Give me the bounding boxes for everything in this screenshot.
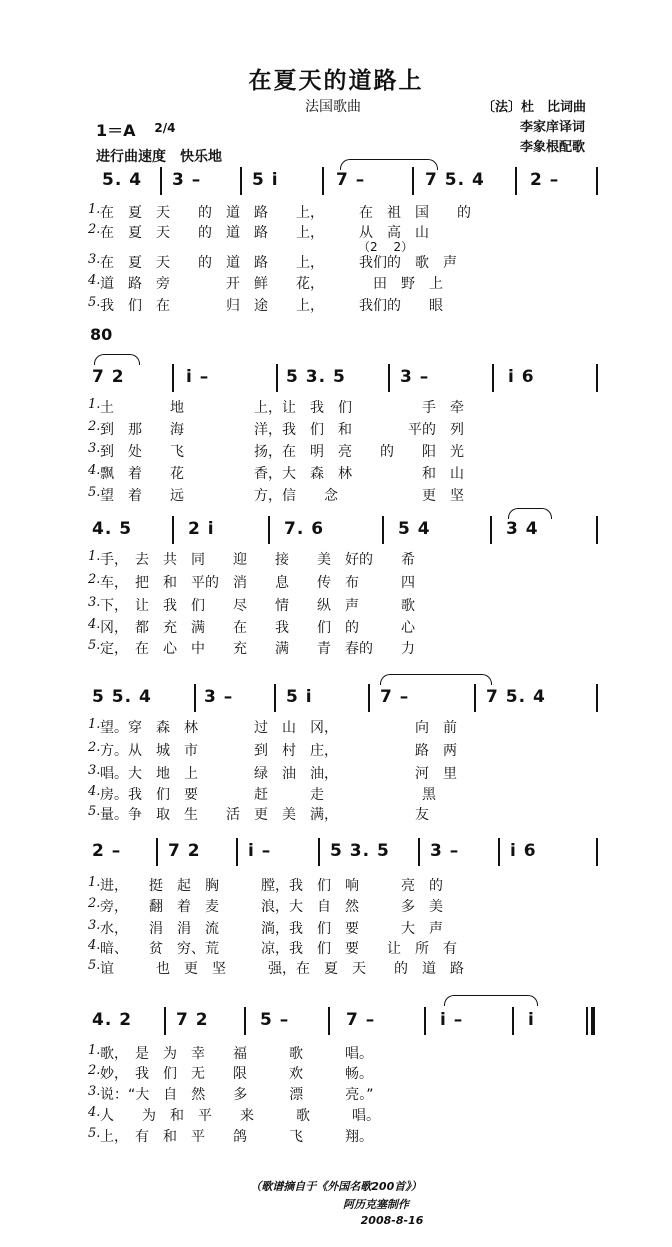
barline	[596, 684, 598, 712]
staff-system-6	[90, 1007, 605, 1035]
lyric-line: 2. 妙， 我 们 无 限 欢 畅。	[88, 1063, 373, 1082]
measure-6-1: 4. 2	[92, 1010, 133, 1030]
measure-2-5: i 6	[508, 367, 535, 387]
tempo-marking: 进行曲速度 快乐地	[96, 149, 222, 165]
barline	[474, 684, 476, 712]
staff-system-5	[90, 838, 605, 866]
tie-slur	[94, 354, 140, 365]
barline	[498, 838, 500, 866]
lyric-line: 4. 道 路 旁 开 鲜 花， 田 野 上	[88, 273, 443, 292]
measure-2-4: 3 –	[400, 367, 430, 387]
barline	[515, 167, 517, 195]
lyric-line: 5. 量。争 取 生 活 更 美 满， 友	[88, 804, 429, 823]
barline	[424, 1007, 426, 1035]
barline	[596, 364, 598, 392]
barline	[492, 364, 494, 392]
measure-5-2: 7 2	[168, 841, 201, 861]
lyric-line: 5. 上， 有 和 平 鸽 飞 翔。	[88, 1126, 373, 1145]
measure-4-2: 3 –	[204, 687, 234, 707]
lyric-line: 5. 谊 也 更 坚 强，在 夏 天 的 道 路	[88, 958, 464, 977]
barline	[512, 1007, 514, 1035]
barline	[268, 516, 270, 544]
measure-2-3: 5 3. 5	[286, 367, 346, 387]
staff-system-4	[90, 684, 605, 712]
barline	[412, 167, 414, 195]
barline	[236, 838, 238, 866]
lyric-line: 1. 望。穿 森 林 过 山 冈， 向 前	[88, 717, 457, 736]
barline	[160, 167, 162, 195]
measure-4-4: 7 –	[380, 687, 410, 707]
measure-6-6: i	[528, 1010, 535, 1030]
measure-5-5: 3 –	[430, 841, 460, 861]
measure-3-2: 2 i	[188, 519, 215, 539]
song-subtitle: 法国歌曲	[305, 99, 361, 115]
credit-composer: 〔法〕杜 比词曲	[482, 100, 587, 115]
page-number: 80	[90, 325, 113, 344]
barline	[276, 364, 278, 392]
lyric-line: 1. 在 夏 天 的 道 路 上， 在 祖 国 的	[88, 202, 471, 221]
key-signature: 1＝A	[96, 121, 136, 140]
lyric-line: 2. 到 那 海 洋，我 们 和 平的 列	[88, 419, 464, 438]
staff-system-2	[90, 364, 605, 392]
lyric-line: 3. 唱。大 地 上 绿 油 油， 河 里	[88, 763, 457, 782]
barline	[172, 516, 174, 544]
measure-3-4: 5 4	[398, 519, 431, 539]
time-signature: 2/4	[154, 121, 176, 135]
staff-system-1	[90, 167, 605, 195]
barline	[388, 364, 390, 392]
barline	[418, 838, 420, 866]
measure-3-3: 7. 6	[284, 519, 325, 539]
barline	[164, 1007, 166, 1035]
barline	[596, 516, 598, 544]
lyric-line: 3. 下， 让 我 们 尽 情 纵 声 歌	[88, 595, 415, 614]
lyric-line: 1. 进， 挺 起 胸 膛，我 们 响 亮 的	[88, 875, 443, 894]
lyric-line: 3. 到 处 飞 扬，在 明 亮 的 阳 光	[88, 441, 464, 460]
barline	[194, 684, 196, 712]
measure-3-5: 3 4	[506, 519, 539, 539]
lyric-line: 3. 在 夏 天 的 道 路 上， 我们的 歌 声	[88, 252, 457, 271]
barline	[156, 838, 158, 866]
barline	[244, 1007, 246, 1035]
lyric-line: 1. 歌， 是 为 幸 福 歌 唱。	[88, 1043, 373, 1062]
measure-1-1: 5. 4	[102, 170, 143, 190]
staff-system-3	[90, 516, 605, 544]
barline	[274, 684, 276, 712]
lyric-line: 2. 旁， 翻 着 麦 浪，大 自 然 多 美	[88, 896, 443, 915]
barline	[322, 167, 324, 195]
measure-4-5: 7 5. 4	[486, 687, 546, 707]
tie-slur	[444, 995, 538, 1006]
footer-source: （歌谱摘自于《外国名歌200首》）	[250, 1180, 422, 1193]
measure-1-4: 7 –	[336, 170, 366, 190]
measure-2-2: i –	[186, 367, 210, 387]
barline	[318, 838, 320, 866]
measure-6-2: 7 2	[176, 1010, 209, 1030]
measure-1-2: 3 –	[172, 170, 202, 190]
lyric-line: 2. 在 夏 天 的 道 路 上， 从 高 山	[88, 222, 429, 241]
lyric-line: 5. 我 们 在 归 途 上， 我们的 眼	[88, 295, 443, 314]
lyric-annotation: （2 2）	[100, 240, 414, 254]
lyric-line: 1. 土 地 上，让 我 们 手 牵	[88, 397, 464, 416]
lyric-line: 4. 人 为 和 平 来 歌 唱。	[88, 1105, 380, 1124]
lyric-line: 1. 手， 去 共 同 迎 接 美 好的 希	[88, 549, 415, 568]
measure-5-4: 5 3. 5	[330, 841, 390, 861]
measure-2-1: 7 2	[92, 367, 125, 387]
barline	[596, 838, 598, 866]
lyric-line: 5. 望 着 远 方，信 念 更 坚	[88, 485, 464, 504]
barline	[382, 516, 384, 544]
measure-6-4: 7 –	[346, 1010, 376, 1030]
barline	[240, 167, 242, 195]
song-title: 在夏天的道路上	[248, 68, 424, 94]
measure-3-1: 4. 5	[92, 519, 133, 539]
barline	[368, 684, 370, 712]
measure-1-5: 7 5. 4	[425, 170, 485, 190]
footer-date: 2008-8-16	[360, 1214, 424, 1227]
lyric-line: 4. 暗、 贫 穷、荒 凉，我 们 要 让 所 有	[88, 938, 457, 957]
lyric-line: 3. 水， 涓 涓 流 淌，我 们 要 大 声	[88, 918, 443, 937]
barline	[596, 167, 598, 195]
barline	[328, 1007, 330, 1035]
tie-slur	[340, 159, 438, 170]
measure-1-3: 5 i	[252, 170, 279, 190]
lyric-line: 4. 房。我 们 要 赶 走 黑	[88, 784, 436, 803]
measure-6-3: 5 –	[260, 1010, 290, 1030]
barline	[172, 364, 174, 392]
measure-5-6: i 6	[510, 841, 537, 861]
footer-maker: 阿历克塞制作	[343, 1198, 409, 1211]
lyric-line: 3. 说：“大 自 然 多 漂 亮。”	[88, 1084, 374, 1103]
measure-5-3: i –	[248, 841, 272, 861]
final-barline-thick	[591, 1007, 595, 1035]
measure-4-3: 5 i	[286, 687, 313, 707]
lyric-line: 4. 飘 着 花 香，大 森 林 和 山	[88, 463, 464, 482]
barline	[490, 516, 492, 544]
credit-translator: 李家庠译词	[520, 120, 586, 135]
lyric-line: 4. 冈， 都 充 满 在 我 们 的 心	[88, 617, 415, 636]
measure-6-5: i –	[440, 1010, 464, 1030]
final-barline-thin	[586, 1007, 588, 1035]
measure-1-6: 2 –	[530, 170, 560, 190]
measure-4-1: 5 5. 4	[92, 687, 152, 707]
tie-slur	[508, 508, 552, 519]
lyric-line: 2. 车， 把 和 平的 消 息 传 布 四	[88, 572, 415, 591]
measure-5-1: 2 –	[92, 841, 122, 861]
lyric-line: 2. 方。从 城 市 到 村 庄， 路 两	[88, 740, 457, 759]
credit-arranger: 李象根配歌	[520, 140, 586, 155]
lyric-line: 5. 定， 在 心 中 充 满 青 春的 力	[88, 638, 415, 657]
